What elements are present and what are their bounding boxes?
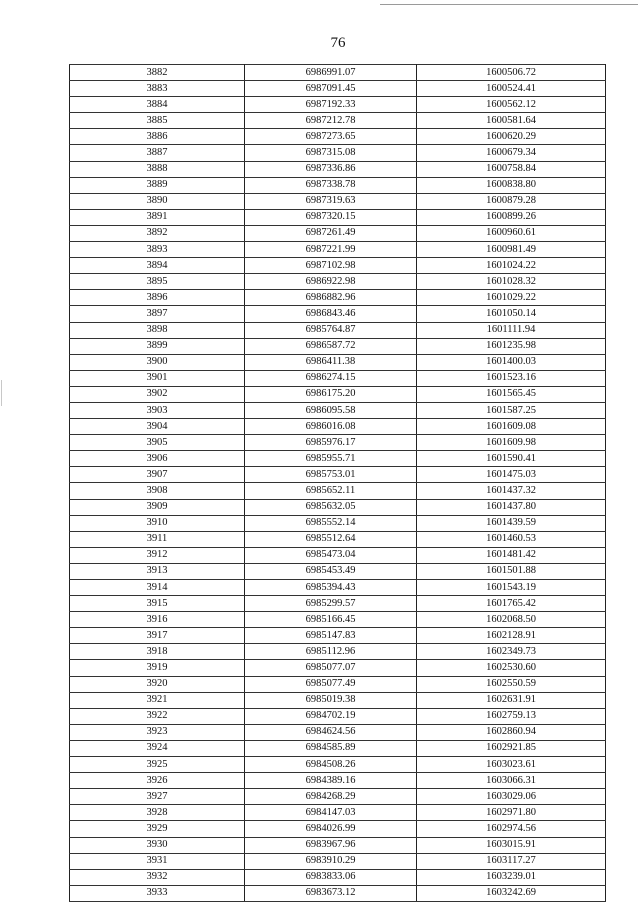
table-row xyxy=(70,258,606,274)
table-row xyxy=(70,370,606,386)
x-coordinate-cell: 6987212.78 xyxy=(245,113,417,129)
table-row xyxy=(70,580,606,596)
table-row xyxy=(70,322,606,338)
y-coordinate-cell: 1602128.91 xyxy=(417,628,606,644)
left-edge-mark xyxy=(1,380,2,406)
x-coordinate-cell: 6985512.64 xyxy=(245,531,417,547)
table-row xyxy=(70,467,606,483)
x-coordinate-cell: 6986991.07 xyxy=(245,65,417,81)
x-coordinate-cell: 6986922.98 xyxy=(245,274,417,290)
x-coordinate-cell: 6986843.46 xyxy=(245,306,417,322)
table-row xyxy=(70,177,606,193)
y-coordinate-cell: 1601765.42 xyxy=(417,596,606,612)
x-coordinate-cell: 6985077.07 xyxy=(245,660,417,676)
x-coordinate-cell: 6987261.49 xyxy=(245,225,417,241)
point-number-cell: 3892 xyxy=(70,225,245,241)
point-number-cell: 3895 xyxy=(70,274,245,290)
x-coordinate-cell: 6985552.14 xyxy=(245,515,417,531)
x-coordinate-cell: 6986175.20 xyxy=(245,386,417,402)
y-coordinate-cell: 1601029.22 xyxy=(417,290,606,306)
table-row xyxy=(70,113,606,129)
point-number-cell: 3917 xyxy=(70,628,245,644)
y-coordinate-cell: 1600620.29 xyxy=(417,129,606,145)
table-row xyxy=(70,451,606,467)
point-number-cell: 3933 xyxy=(70,885,245,901)
point-number-cell: 3882 xyxy=(70,65,245,81)
x-coordinate-cell: 6985764.87 xyxy=(245,322,417,338)
x-coordinate-cell: 6985394.43 xyxy=(245,580,417,596)
x-coordinate-cell: 6985077.49 xyxy=(245,676,417,692)
x-coordinate-cell: 6983833.06 xyxy=(245,869,417,885)
y-coordinate-cell: 1600679.34 xyxy=(417,145,606,161)
y-coordinate-cell: 1602349.73 xyxy=(417,644,606,660)
x-coordinate-cell: 6986587.72 xyxy=(245,338,417,354)
table-row xyxy=(70,628,606,644)
point-number-cell: 3927 xyxy=(70,789,245,805)
table-row xyxy=(70,402,606,418)
y-coordinate-cell: 1601609.98 xyxy=(417,435,606,451)
table-row xyxy=(70,515,606,531)
point-number-cell: 3886 xyxy=(70,129,245,145)
y-coordinate-cell: 1601543.19 xyxy=(417,580,606,596)
table-row xyxy=(70,563,606,579)
y-coordinate-cell: 1601111.94 xyxy=(417,322,606,338)
table-row xyxy=(70,531,606,547)
x-coordinate-cell: 6984624.56 xyxy=(245,724,417,740)
y-coordinate-cell: 1602974.56 xyxy=(417,821,606,837)
x-coordinate-cell: 6984508.26 xyxy=(245,757,417,773)
coordinates-table-body xyxy=(70,65,606,902)
table-row xyxy=(70,386,606,402)
table-row xyxy=(70,129,606,145)
point-number-cell: 3911 xyxy=(70,531,245,547)
y-coordinate-cell: 1601439.59 xyxy=(417,515,606,531)
table-row xyxy=(70,596,606,612)
table-row xyxy=(70,145,606,161)
x-coordinate-cell: 6984026.99 xyxy=(245,821,417,837)
point-number-cell: 3925 xyxy=(70,757,245,773)
y-coordinate-cell: 1601028.32 xyxy=(417,274,606,290)
table-row xyxy=(70,740,606,756)
point-number-cell: 3898 xyxy=(70,322,245,338)
table-row xyxy=(70,274,606,290)
table-row xyxy=(70,290,606,306)
y-coordinate-cell: 1601475.03 xyxy=(417,467,606,483)
table-row xyxy=(70,419,606,435)
table-row xyxy=(70,837,606,853)
point-number-cell: 3913 xyxy=(70,563,245,579)
x-coordinate-cell: 6984702.19 xyxy=(245,708,417,724)
x-coordinate-cell: 6985473.04 xyxy=(245,547,417,563)
x-coordinate-cell: 6983910.29 xyxy=(245,853,417,869)
point-number-cell: 3924 xyxy=(70,740,245,756)
point-number-cell: 3897 xyxy=(70,306,245,322)
y-coordinate-cell: 1602759.13 xyxy=(417,708,606,724)
y-coordinate-cell: 1601609.08 xyxy=(417,419,606,435)
y-coordinate-cell: 1601590.41 xyxy=(417,451,606,467)
point-number-cell: 3919 xyxy=(70,660,245,676)
point-number-cell: 3902 xyxy=(70,386,245,402)
y-coordinate-cell: 1600581.64 xyxy=(417,113,606,129)
x-coordinate-cell: 6987192.33 xyxy=(245,97,417,113)
x-coordinate-cell: 6985299.57 xyxy=(245,596,417,612)
y-coordinate-cell: 1600758.84 xyxy=(417,161,606,177)
table-row xyxy=(70,483,606,499)
point-number-cell: 3883 xyxy=(70,81,245,97)
y-coordinate-cell: 1600981.49 xyxy=(417,242,606,258)
y-coordinate-cell: 1600838.80 xyxy=(417,177,606,193)
table-row xyxy=(70,757,606,773)
point-number-cell: 3909 xyxy=(70,499,245,515)
x-coordinate-cell: 6987102.98 xyxy=(245,258,417,274)
point-number-cell: 3926 xyxy=(70,773,245,789)
y-coordinate-cell: 1602921.85 xyxy=(417,740,606,756)
y-coordinate-cell: 1602971.80 xyxy=(417,805,606,821)
x-coordinate-cell: 6986274.15 xyxy=(245,370,417,386)
table-row xyxy=(70,161,606,177)
point-number-cell: 3922 xyxy=(70,708,245,724)
y-coordinate-cell: 1600562.12 xyxy=(417,97,606,113)
point-number-cell: 3887 xyxy=(70,145,245,161)
table-row xyxy=(70,547,606,563)
table-row xyxy=(70,708,606,724)
table-row xyxy=(70,97,606,113)
point-number-cell: 3904 xyxy=(70,419,245,435)
y-coordinate-cell: 1601523.16 xyxy=(417,370,606,386)
y-coordinate-cell: 1603117.27 xyxy=(417,853,606,869)
x-coordinate-cell: 6985955.71 xyxy=(245,451,417,467)
point-number-cell: 3889 xyxy=(70,177,245,193)
point-number-cell: 3884 xyxy=(70,97,245,113)
x-coordinate-cell: 6987221.99 xyxy=(245,242,417,258)
point-number-cell: 3916 xyxy=(70,612,245,628)
y-coordinate-cell: 1603066.31 xyxy=(417,773,606,789)
y-coordinate-cell: 1600506.72 xyxy=(417,65,606,81)
point-number-cell: 3896 xyxy=(70,290,245,306)
point-number-cell: 3908 xyxy=(70,483,245,499)
point-number-cell: 3920 xyxy=(70,676,245,692)
point-number-cell: 3918 xyxy=(70,644,245,660)
table-row xyxy=(70,65,606,81)
y-coordinate-cell: 1601481.42 xyxy=(417,547,606,563)
table-row xyxy=(70,660,606,676)
point-number-cell: 3900 xyxy=(70,354,245,370)
x-coordinate-cell: 6985147.83 xyxy=(245,628,417,644)
y-coordinate-cell: 1603015.91 xyxy=(417,837,606,853)
table-row xyxy=(70,354,606,370)
point-number-cell: 3905 xyxy=(70,435,245,451)
y-coordinate-cell: 1600879.28 xyxy=(417,193,606,209)
y-coordinate-cell: 1602530.60 xyxy=(417,660,606,676)
point-number-cell: 3899 xyxy=(70,338,245,354)
x-coordinate-cell: 6987319.63 xyxy=(245,193,417,209)
point-number-cell: 3930 xyxy=(70,837,245,853)
y-coordinate-cell: 1601235.98 xyxy=(417,338,606,354)
x-coordinate-cell: 6984585.89 xyxy=(245,740,417,756)
y-coordinate-cell: 1601460.53 xyxy=(417,531,606,547)
y-coordinate-cell: 1603023.61 xyxy=(417,757,606,773)
point-number-cell: 3931 xyxy=(70,853,245,869)
page-number: 76 xyxy=(330,35,346,51)
y-coordinate-cell: 1603242.69 xyxy=(417,885,606,901)
x-coordinate-cell: 6984147.03 xyxy=(245,805,417,821)
y-coordinate-cell: 1600524.41 xyxy=(417,81,606,97)
point-number-cell: 3928 xyxy=(70,805,245,821)
x-coordinate-cell: 6983967.96 xyxy=(245,837,417,853)
x-coordinate-cell: 6986882.96 xyxy=(245,290,417,306)
table-row xyxy=(70,612,606,628)
point-number-cell: 3891 xyxy=(70,209,245,225)
table-row xyxy=(70,644,606,660)
x-coordinate-cell: 6985166.45 xyxy=(245,612,417,628)
table-row xyxy=(70,193,606,209)
y-coordinate-cell: 1600899.26 xyxy=(417,209,606,225)
x-coordinate-cell: 6987336.86 xyxy=(245,161,417,177)
top-edge-rule xyxy=(380,4,638,5)
point-number-cell: 3893 xyxy=(70,242,245,258)
x-coordinate-cell: 6986095.58 xyxy=(245,402,417,418)
point-number-cell: 3912 xyxy=(70,547,245,563)
y-coordinate-cell: 1601437.32 xyxy=(417,483,606,499)
y-coordinate-cell: 1602068.50 xyxy=(417,612,606,628)
table-row xyxy=(70,789,606,805)
x-coordinate-cell: 6986411.38 xyxy=(245,354,417,370)
x-coordinate-cell: 6987338.78 xyxy=(245,177,417,193)
table-row xyxy=(70,821,606,837)
x-coordinate-cell: 6985632.05 xyxy=(245,499,417,515)
point-number-cell: 3921 xyxy=(70,692,245,708)
y-coordinate-cell: 1602631.91 xyxy=(417,692,606,708)
table-row xyxy=(70,773,606,789)
point-number-cell: 3885 xyxy=(70,113,245,129)
point-number-cell: 3906 xyxy=(70,451,245,467)
x-coordinate-cell: 6985753.01 xyxy=(245,467,417,483)
table-row xyxy=(70,692,606,708)
table-row xyxy=(70,853,606,869)
x-coordinate-cell: 6985112.96 xyxy=(245,644,417,660)
point-number-cell: 3910 xyxy=(70,515,245,531)
y-coordinate-cell: 1602550.59 xyxy=(417,676,606,692)
point-number-cell: 3914 xyxy=(70,580,245,596)
y-coordinate-cell: 1601024.22 xyxy=(417,258,606,274)
y-coordinate-cell: 1601437.80 xyxy=(417,499,606,515)
point-number-cell: 3903 xyxy=(70,402,245,418)
y-coordinate-cell: 1601587.25 xyxy=(417,402,606,418)
x-coordinate-cell: 6984389.16 xyxy=(245,773,417,789)
y-coordinate-cell: 1603239.01 xyxy=(417,869,606,885)
point-number-cell: 3901 xyxy=(70,370,245,386)
x-coordinate-cell: 6987273.65 xyxy=(245,129,417,145)
y-coordinate-cell: 1603029.06 xyxy=(417,789,606,805)
point-number-cell: 3894 xyxy=(70,258,245,274)
point-number-cell: 3932 xyxy=(70,869,245,885)
table-row xyxy=(70,338,606,354)
table-row xyxy=(70,242,606,258)
y-coordinate-cell: 1602860.94 xyxy=(417,724,606,740)
table-row xyxy=(70,499,606,515)
table-row xyxy=(70,724,606,740)
table-row xyxy=(70,885,606,901)
point-number-cell: 3890 xyxy=(70,193,245,209)
y-coordinate-cell: 1600960.61 xyxy=(417,225,606,241)
x-coordinate-cell: 6987315.08 xyxy=(245,145,417,161)
x-coordinate-cell: 6985652.11 xyxy=(245,483,417,499)
x-coordinate-cell: 6987091.45 xyxy=(245,81,417,97)
y-coordinate-cell: 1601050.14 xyxy=(417,306,606,322)
table-row xyxy=(70,805,606,821)
x-coordinate-cell: 6985453.49 xyxy=(245,563,417,579)
y-coordinate-cell: 1601565.45 xyxy=(417,386,606,402)
x-coordinate-cell: 6985019.38 xyxy=(245,692,417,708)
x-coordinate-cell: 6985976.17 xyxy=(245,435,417,451)
x-coordinate-cell: 6987320.15 xyxy=(245,209,417,225)
point-number-cell: 3915 xyxy=(70,596,245,612)
table-row xyxy=(70,869,606,885)
coordinates-table xyxy=(69,64,606,902)
point-number-cell: 3929 xyxy=(70,821,245,837)
x-coordinate-cell: 6986016.08 xyxy=(245,419,417,435)
table-row xyxy=(70,676,606,692)
table-row xyxy=(70,209,606,225)
table-row xyxy=(70,81,606,97)
x-coordinate-cell: 6984268.29 xyxy=(245,789,417,805)
x-coordinate-cell: 6983673.12 xyxy=(245,885,417,901)
point-number-cell: 3907 xyxy=(70,467,245,483)
table-row xyxy=(70,435,606,451)
point-number-cell: 3923 xyxy=(70,724,245,740)
table-row xyxy=(70,225,606,241)
table-row xyxy=(70,306,606,322)
y-coordinate-cell: 1601501.88 xyxy=(417,563,606,579)
point-number-cell: 3888 xyxy=(70,161,245,177)
y-coordinate-cell: 1601400.03 xyxy=(417,354,606,370)
